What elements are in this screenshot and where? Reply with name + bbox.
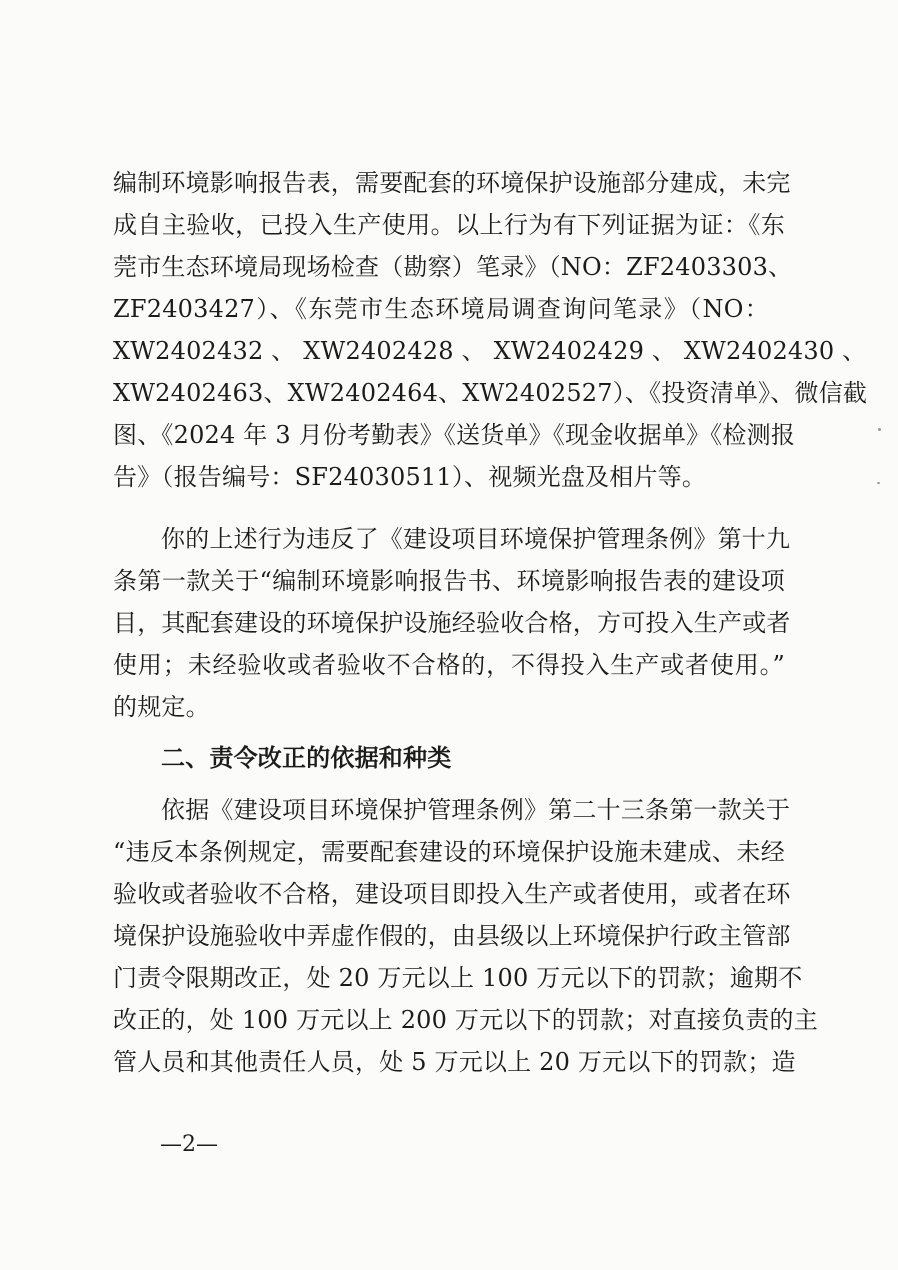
text-line: 图、《2024 年 3 月份考勤表》《送货单》《现金收据单》《检测报: [113, 421, 796, 449]
text-line: ZF2403427）、《东莞市生态环境局调查询问笔录》（NO：: [113, 295, 769, 323]
text-line: 你的上述行为违反了《建设项目环境保护管理条例》第十九: [161, 525, 791, 553]
text-line: XW2402463、XW2402464、XW2402527）、《投资清单》、微信截: [113, 379, 868, 407]
text-line: 境保护设施验收中弄虚作假的，由县级以上环境保护行政主管部: [113, 922, 791, 950]
text-line: 莞市生态环境局现场检查（勘察）笔录》（NO：ZF2403303、: [113, 253, 793, 281]
text-line: 验收或者验收不合格，建设项目即投入生产或者使用，或者在环: [113, 880, 791, 908]
text-line: 目，其配套建设的环境保护设施经验收合格，方可投入生产或者: [113, 609, 791, 637]
text-line: 编制环境影响报告表，需要配套的环境保护设施部分建成，未完: [113, 169, 791, 197]
text-line: 使用；未经验收或者验收不合格的，不得投入生产或者使用。”: [113, 651, 785, 679]
text-line: 成自主验收，已投入生产使用。以上行为有下列证据为证：《东: [113, 211, 785, 239]
scan-speck: [877, 482, 880, 484]
scan-speck: [878, 428, 881, 431]
page-number: —2—: [160, 1132, 218, 1157]
text-line: “违反本条例规定，需要配套建设的环境保护设施未建成、未经: [113, 838, 785, 866]
section-heading: 二、责令改正的依据和种类: [161, 744, 452, 772]
text-line: 告》（报告编号：SF24030511）、视频光盘及相片等。: [113, 463, 707, 491]
text-line: 管人员和其他责任人员，处 5 万元以上 20 万元以下的罚款；造: [113, 1048, 796, 1076]
text-line: 改正的，处 100 万元以上 200 万元以下的罚款；对直接负责的主: [113, 1006, 818, 1034]
text-line: 门责令限期改正，处 20 万元以上 100 万元以下的罚款；逾期不: [113, 964, 803, 992]
text-line: XW2402432 、 XW2402428 、 XW2402429 、 XW2402430 、: [113, 337, 867, 365]
text-line: 依据《建设项目环境保护管理条例》第二十三条第一款关于: [161, 796, 791, 824]
text-line: 的规定。: [113, 693, 210, 721]
text-line: 条第一款关于“编制环境影响报告书、环境影响报告表的建设项: [113, 567, 785, 595]
